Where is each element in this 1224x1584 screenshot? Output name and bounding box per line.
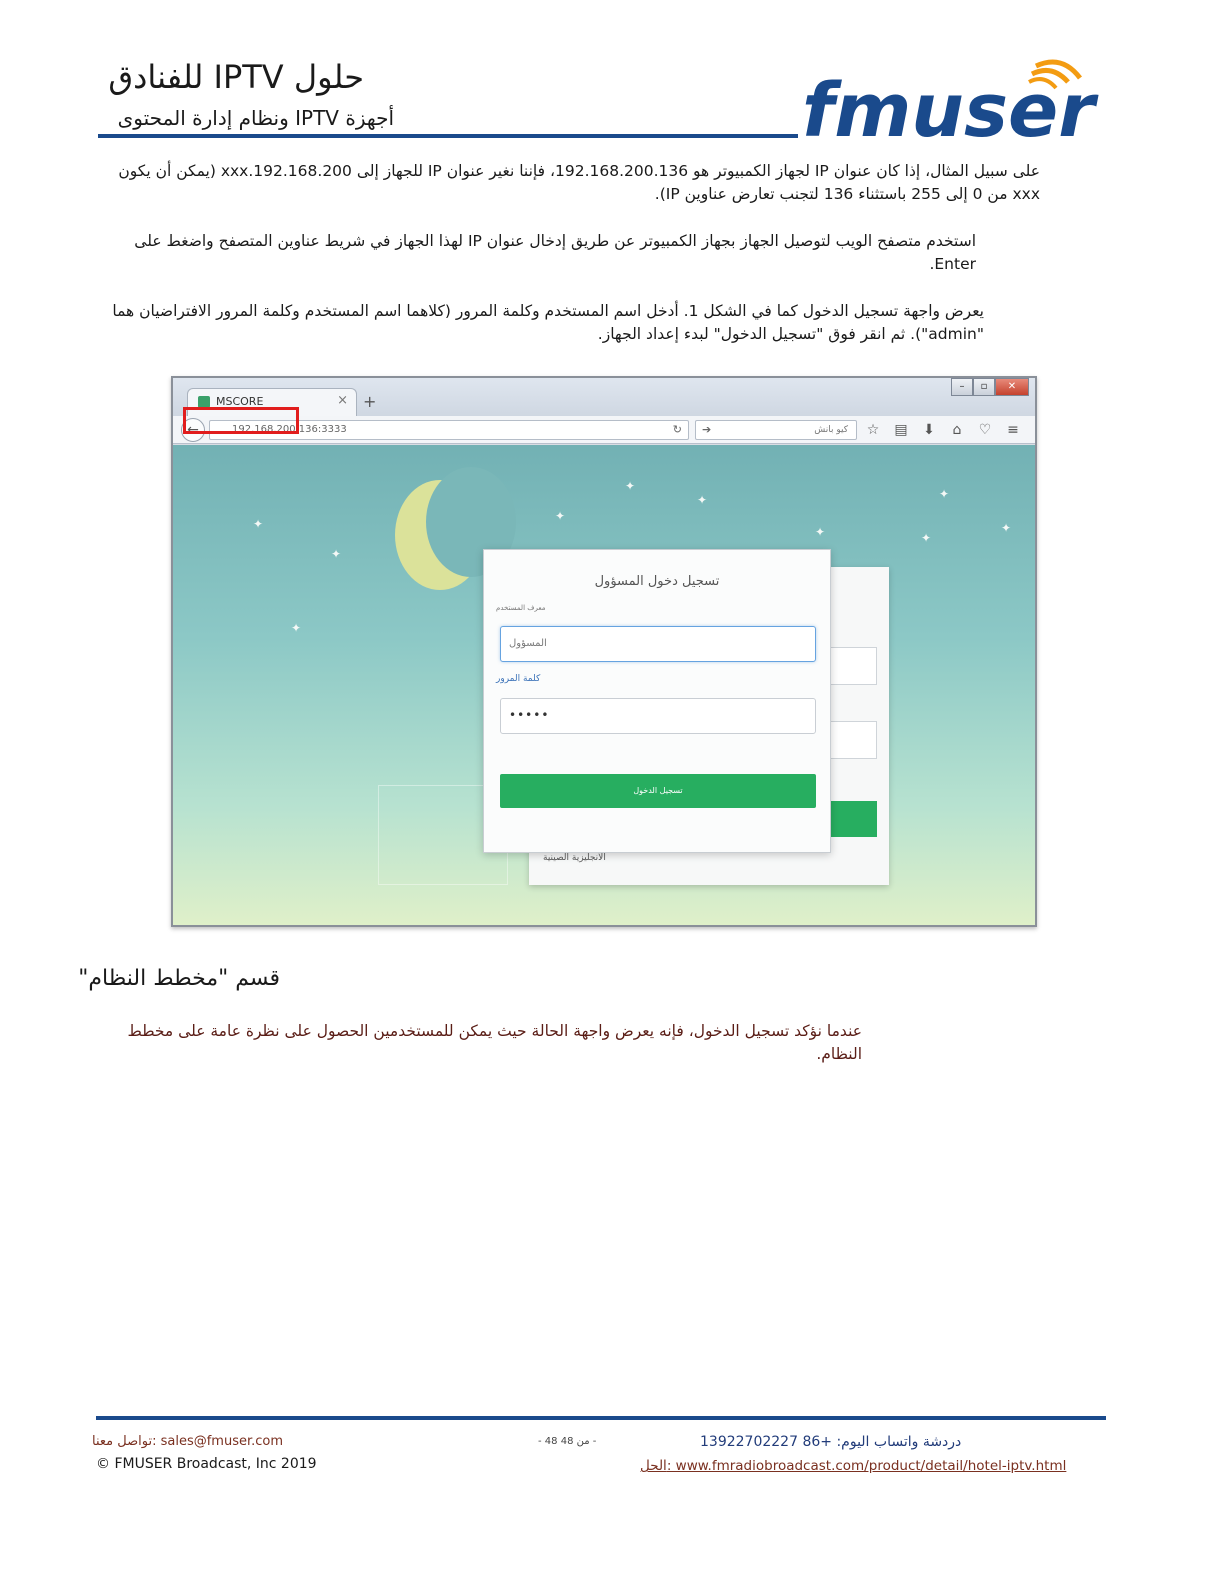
home-icon[interactable]: ⌂ xyxy=(952,422,962,438)
star-decoration: ✦ xyxy=(555,509,566,523)
username-label: معرف المستخدم xyxy=(496,604,546,612)
footer-rule xyxy=(96,1416,1106,1420)
tab-close-icon[interactable]: × xyxy=(337,393,348,408)
paragraph-login-interface: يعرض واجهة تسجيل الدخول كما في الشكل 1. أدخل اسم المستخدم وكلمة المرور (كلاهما اسم المستخدم وكلمة المرور الافتراضيان هما "admin"). ثم انقر فوق "تسجيل الدخول" لبدء إعداد الجهاز. xyxy=(112,302,984,343)
window-controls xyxy=(951,378,1029,396)
footer-solution-link[interactable]: الحل: www.fmradiobroadcast.com/product/detail/hotel-iptv.html xyxy=(640,1458,1067,1474)
reload-icon[interactable]: ↻ xyxy=(672,423,682,436)
search-placeholder: كيو بانش xyxy=(814,425,848,435)
star-decoration: ✦ xyxy=(253,517,264,531)
password-field[interactable]: ••••• xyxy=(500,698,816,734)
page-subtitle: أجهزة IPTV ونظام إدارة المحتوى xyxy=(117,106,394,130)
admin-login-card xyxy=(483,549,831,853)
url-text: 192.168.200.136:3333 xyxy=(232,424,347,435)
star-decoration: ✦ xyxy=(939,487,950,501)
footer-copyright: © FMUSER Broadcast, Inc 2019 xyxy=(96,1456,317,1472)
tab-label: MSCORE xyxy=(216,395,264,408)
star-decoration: ✦ xyxy=(291,621,302,635)
star-decoration: ✦ xyxy=(921,531,932,545)
login-title: تسجيل دخول المسؤول xyxy=(594,574,720,589)
menu-icon[interactable]: ≡ xyxy=(1007,422,1019,438)
browser-toolbar-icons xyxy=(863,420,1023,440)
clipboard-icon[interactable]: ▤ xyxy=(894,422,908,438)
fmuser-logo xyxy=(800,58,1100,146)
star-decoration: ✦ xyxy=(815,525,826,539)
star-decoration: ✦ xyxy=(697,493,708,507)
logo-text: fmuser xyxy=(802,68,1095,146)
background-button xyxy=(829,801,877,837)
search-go-icon[interactable]: ➔ xyxy=(702,423,712,436)
footer-contact-email[interactable]: تواصل معنا: sales@fmuser.com xyxy=(92,1434,284,1449)
login-button[interactable]: تسجيل الدخول xyxy=(500,774,816,808)
header-rule xyxy=(98,134,798,138)
pocket-icon[interactable]: ♡ xyxy=(978,422,992,438)
browser-navbar xyxy=(173,416,1035,444)
background-input xyxy=(829,721,877,759)
background-input xyxy=(829,647,877,685)
minimize-icon[interactable]: – xyxy=(951,378,973,396)
maximize-icon[interactable]: ▫ xyxy=(973,378,995,396)
login-page-viewport xyxy=(173,445,1035,927)
star-decoration: ✦ xyxy=(1001,521,1012,535)
bookmark-star-icon[interactable]: ☆ xyxy=(866,422,880,438)
language-link[interactable]: الانجليزية الصينية xyxy=(543,853,606,863)
browser-tabbar xyxy=(173,378,1035,416)
password-label: كلمة المرور xyxy=(496,674,541,684)
username-field[interactable]: المسؤول xyxy=(500,626,816,662)
star-decoration: ✦ xyxy=(331,547,342,561)
star-decoration: ✦ xyxy=(625,479,636,493)
footer-whatsapp: دردشة واتساب اليوم: +86 13922702227 xyxy=(700,1434,962,1450)
paragraph-status-overview: عندما نؤكد تسجيل الدخول، فإنه يعرض واجهة الحالة حيث يمكن للمستخدمين الحصول على نظرة عامة على مخطط النظام. xyxy=(127,1022,862,1063)
download-icon[interactable]: ⬇ xyxy=(923,422,935,438)
close-window-icon[interactable]: ✕ xyxy=(995,378,1029,396)
page-title: حلول IPTV للفنادق xyxy=(108,58,364,96)
new-tab-icon[interactable]: + xyxy=(363,392,377,411)
section-heading: قسم "مخطط النظام" xyxy=(78,966,280,991)
paragraph-browser-connect: استخدم متصفح الويب لتوصيل الجهاز بجهاز الكمبيوتر عن طريق إدخال عنوان IP لهذا الجهاز في شريط عناوين المتصفح واضغط على Enter. xyxy=(134,232,976,273)
search-input[interactable] xyxy=(695,420,857,440)
page-number: - 48 من 48 - xyxy=(538,1436,597,1447)
paragraph-ip-example: على سبيل المثال، إذا كان عنوان IP لجهاز الكمبيوتر هو 192.168.200.136، فإننا نغير عنوان IP للجهاز إلى 192.168.200.xxx (يمكن أن يكون xxx من 0 إلى 255 باستثناء 136 لتجنب تعارض عناوين IP). xyxy=(118,162,1040,203)
browser-screenshot-figure xyxy=(171,376,1037,927)
back-arrow-icon[interactable]: ← xyxy=(181,418,205,442)
address-highlight-box xyxy=(183,407,299,434)
